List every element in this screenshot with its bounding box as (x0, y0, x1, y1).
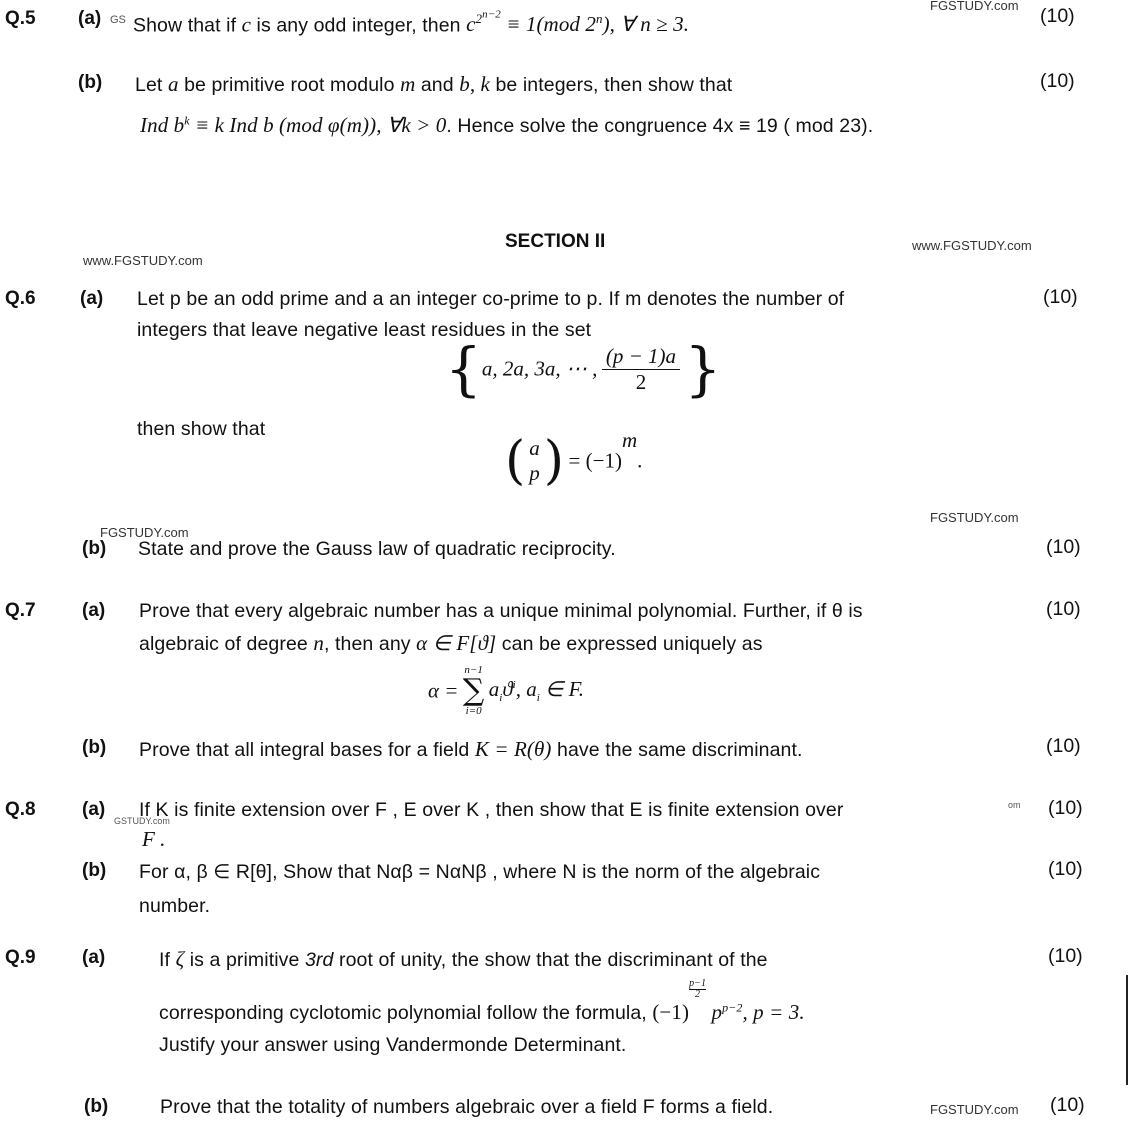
watermark: www.FGSTUDY.com (83, 253, 203, 268)
question-text (159, 947, 768, 972)
text-fragment: is a primitive (184, 949, 305, 971)
question-text (139, 631, 763, 656)
text-fragment: . Hence solve the congruence 4x ≡ 19 ( mod 23). (446, 115, 874, 137)
sigma-icon: ∑ (462, 673, 485, 708)
math-base: c (466, 12, 476, 37)
part-label: (b) (78, 72, 103, 93)
text-fragment: algebraic of degree (139, 633, 314, 655)
text-fragment: 3rd (304, 949, 334, 971)
math-var: b, k (459, 72, 490, 96)
math-expression (466, 9, 690, 37)
text-fragment: Let (135, 74, 168, 96)
set-items: a, 2a, 3a, ⋯ , (481, 356, 598, 381)
exponent: m (621, 428, 638, 452)
numerator: a (529, 435, 540, 460)
question-text (135, 72, 732, 97)
question-text: then show that (137, 418, 266, 440)
sub: i (499, 692, 503, 705)
marks: (10) (1040, 70, 1075, 92)
text-fragment: corresponding cyclotomic polynomial follow the formula, (159, 1002, 653, 1024)
part-label: (a) (80, 288, 104, 309)
part-label: (b) (82, 737, 107, 758)
text-fragment: and (415, 74, 460, 96)
part-label: (a) (78, 8, 102, 29)
formula-exponent (689, 979, 706, 1000)
period: . (637, 448, 643, 473)
math-var: m (400, 72, 416, 96)
right-brace: } (684, 335, 722, 403)
watermark: GSTUDY.com (114, 816, 170, 826)
text-fragment: have the same discriminant. (551, 739, 803, 761)
watermark: FGSTUDY.com (930, 1102, 1019, 1117)
numerator: (p − 1)a (602, 344, 680, 370)
math-n: n (595, 11, 603, 27)
tail: , a (515, 677, 537, 702)
math-var: ζ (175, 947, 185, 971)
math-exponent (476, 11, 501, 26)
scan-edge-line (1126, 975, 1128, 1085)
exp-exp: n−2 (482, 9, 501, 21)
sum-lhs: α = (428, 678, 459, 703)
text-fragment: is any odd integer, then (251, 14, 467, 37)
marks: (10) (1040, 5, 1075, 27)
sum-upper: n−1 (464, 664, 483, 676)
denominator: 2 (635, 369, 647, 394)
sum-body (488, 677, 584, 705)
question-number: Q.5 (5, 8, 36, 29)
text-fragment: be primitive root modulo (178, 74, 401, 96)
watermark: GS (110, 14, 126, 26)
math-var: c (241, 12, 252, 37)
question-number: Q.9 (5, 947, 36, 968)
question-text: State and prove the Gauss law of quadratic reciprocity. (138, 538, 616, 560)
marks: (10) (1048, 945, 1083, 967)
formula-base: (−1) (652, 1000, 690, 1024)
math-expression: α ∈ F[ϑ] (416, 631, 497, 655)
exp: i (512, 679, 516, 692)
math-expression: ≡ k Ind b (mod φ(m)), ∀k > 0 (189, 113, 447, 137)
sub: i (536, 692, 540, 705)
watermark: www.FGSTUDY.com (912, 238, 1032, 253)
question-text: number. (139, 895, 211, 917)
part-label: (a) (82, 947, 106, 968)
exp-den: 2 (695, 989, 701, 1000)
set-expression (445, 335, 722, 403)
right-paren: ) (543, 430, 565, 491)
question-text: For α, β ∈ R[θ], Show that Nαβ = NαNβ , where N is the norm of the algebraic (139, 861, 821, 883)
tail: ∈ F. (539, 677, 584, 702)
part-label: (b) (84, 1096, 109, 1117)
watermark: FGSTUDY.com (100, 525, 189, 540)
sigma-block (463, 665, 484, 717)
question-text (159, 978, 805, 1025)
legendre-expression (505, 428, 643, 491)
math-expression: Ind b (140, 113, 185, 137)
marks: (10) (1048, 797, 1083, 819)
marks: (10) (1050, 1094, 1085, 1116)
text-fragment: Prove that all integral bases for a field (139, 739, 475, 761)
section-title: SECTION II (505, 231, 606, 252)
text-fragment: be integers, then show that (489, 74, 733, 96)
watermark: om (1008, 800, 1021, 810)
question-text: integers that leave negative least residues in the set (137, 319, 592, 341)
question-text: Justify your answer using Vandermonde Determinant. (159, 1034, 627, 1056)
part-label: (a) (82, 600, 106, 621)
question-text: Prove that the totality of numbers algebraic over a field F forms a field. (160, 1096, 774, 1118)
part-label: (a) (82, 799, 106, 820)
math-end: ), ∀ n ≥ 3. (602, 12, 690, 37)
exp: 2 (475, 11, 483, 27)
math-exp: k (184, 113, 190, 128)
math-rest: ≡ 1(mod 2 (500, 12, 596, 37)
text-fragment: root of unity, the show that the discriminant of the (333, 949, 768, 971)
marks: (10) (1046, 735, 1081, 757)
theta: ϑ (502, 677, 513, 702)
marks: (10) (1046, 536, 1081, 558)
math-var: n (313, 631, 324, 655)
exp-num: p−1 (689, 978, 707, 989)
rhs: = (−1) (568, 448, 622, 473)
question-number: Q.7 (5, 600, 36, 621)
marks: (10) (1048, 858, 1083, 880)
legendre-symbol (525, 436, 544, 486)
math-expression: K = R(θ) (474, 737, 552, 761)
question-text: Prove that every algebraic number has a unique minimal polynomial. Further, if θ is (139, 600, 863, 622)
math-var: a (167, 72, 179, 96)
part-label: (b) (82, 538, 107, 559)
question-number: Q.6 (5, 288, 36, 309)
left-brace: { (445, 335, 482, 403)
question-text: If K is finite extension over F , E over K , then show that E is finite extension over (139, 799, 844, 821)
formula-end: , p = 3. (742, 1000, 805, 1024)
text-fragment: , then any (323, 633, 417, 655)
question-text: F . (142, 827, 166, 851)
question-text (139, 737, 803, 762)
question-text: Let p be an odd prime and a an integer co-prime to p. If m denotes the number of (137, 288, 845, 310)
question-text (140, 113, 873, 138)
part-label: (b) (82, 860, 107, 881)
text-fragment: Show that if (133, 14, 242, 37)
sum-lower: i=0 (465, 705, 482, 717)
formula-p: p (706, 1000, 723, 1024)
fraction (602, 344, 680, 395)
left-paren: ( (505, 430, 526, 491)
sum-expression (428, 665, 584, 717)
text-fragment: If (159, 949, 176, 971)
watermark: FGSTUDY.com (930, 0, 1019, 13)
text-fragment: can be expressed uniquely as (496, 633, 763, 655)
marks: (10) (1043, 286, 1078, 308)
question-text (133, 9, 689, 37)
question-number: Q.8 (5, 799, 36, 820)
coef: a (488, 677, 500, 702)
denominator: p (529, 460, 540, 485)
watermark: FGSTUDY.com (930, 510, 1019, 525)
formula-p-exp: p−2 (722, 1000, 743, 1015)
marks: (10) (1046, 598, 1081, 620)
